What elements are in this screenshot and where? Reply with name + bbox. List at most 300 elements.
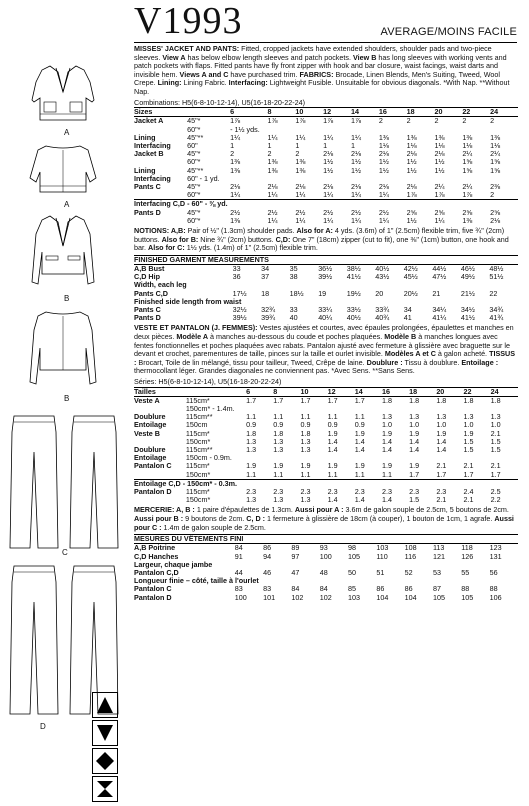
jacket-b-back-drawing — [28, 308, 98, 392]
desc-fr-text: Vestes ajustées et courtes, avec épaules prolongées, épaulettes et manches en deux pièces. — [134, 323, 514, 341]
table-cell: 18½ — [289, 288, 304, 298]
fabric-width: 150cm - 0.9m. — [185, 453, 232, 463]
table-cell: 101 — [263, 592, 276, 602]
table-cell: 94 — [263, 551, 272, 561]
table-cell: 39½ — [232, 313, 247, 323]
table-cell: 1.1 — [300, 469, 311, 479]
size-header: 14 — [351, 108, 379, 117]
table-cell: 55 — [461, 568, 470, 577]
description-french — [134, 324, 518, 376]
table-cell: 1⅜ — [295, 165, 306, 175]
table-cell: 52 — [404, 568, 413, 577]
table-cell: 1.9 — [409, 428, 420, 438]
fabric-width: 60"* — [187, 215, 201, 225]
table-cell: 2⅝ — [462, 207, 473, 217]
notions-lead: NOTIONS: A,B: — [134, 226, 186, 235]
table-cell: 40¾ — [375, 313, 390, 323]
table-cell: 102 — [319, 592, 332, 602]
table-cell: 1½ — [434, 157, 445, 167]
table-cell: 1.3 — [300, 436, 311, 446]
fabric-width: 150cm* — [185, 469, 211, 479]
table-cell: 1.9 — [273, 461, 284, 471]
notions-a: Also for A: — [296, 226, 333, 235]
table-cell: 1¼ — [323, 132, 334, 142]
table-cell: 0.9 — [327, 420, 338, 430]
row-label: C,D Hip — [134, 272, 160, 282]
desc-fabrics: FABRICS: — [299, 69, 334, 79]
table-cell: 50 — [348, 568, 357, 577]
table-cell: 0.9 — [273, 420, 284, 430]
fabric-width: 150cm* — [185, 495, 211, 505]
table-cell: 2.3 — [273, 487, 284, 496]
table-cell: 103 — [348, 592, 361, 602]
table-cell: 2⅛ — [351, 149, 361, 159]
table-cell: 2½ — [295, 207, 306, 217]
table-cell: 1⅜ — [230, 215, 241, 225]
table-cell: 21½ — [460, 288, 475, 298]
table-cell: 1.4 — [354, 436, 365, 446]
notions-cd: C,D: — [275, 234, 291, 244]
row-label: Largeur, chaque jambe — [134, 559, 213, 569]
table-cell: 2.1 — [436, 461, 447, 471]
fabric-width: 115cm* — [185, 461, 210, 471]
sizes-label: Sizes — [134, 108, 187, 117]
size-header: 20 — [436, 387, 463, 396]
table-cell: 1⅜ — [406, 132, 417, 142]
table-cell: 40½ — [346, 313, 361, 323]
table-cell: 2⅛ — [295, 181, 306, 191]
table-cell: 1.9 — [300, 461, 311, 471]
jacket-b-front-drawing — [28, 212, 98, 292]
table-cell: 1.3 — [273, 444, 284, 454]
notions-fr-cd: C, D : — [246, 514, 266, 523]
row-label: Width, each leg — [134, 280, 187, 290]
table-cell: 1½ — [351, 165, 361, 175]
table-cell: 126 — [461, 551, 474, 561]
table-cell: 40½ — [375, 263, 390, 273]
table-cell: 98 — [348, 543, 357, 553]
triangle-down-icon — [92, 720, 118, 746]
table-cell: 1.3 — [490, 412, 501, 422]
table-cell: 1.3 — [273, 495, 284, 505]
table-cell: 2¼ — [434, 181, 445, 191]
table-cell: 1.3 — [409, 412, 420, 422]
fabric-width: 60" — [187, 140, 198, 150]
table-cell: 1¼ — [230, 190, 241, 200]
table-cell: 1.4 — [381, 495, 392, 505]
table-cell: 1.8 — [246, 428, 257, 438]
table-cell: 108 — [404, 543, 417, 553]
width-col — [186, 387, 246, 396]
size-header: 16 — [379, 108, 407, 117]
table-cell: 1.7 — [490, 469, 501, 479]
desc-view-a: View A — [162, 52, 186, 62]
table-cell: 1⅛ — [490, 140, 501, 150]
table-cell: 2⅛ — [323, 181, 334, 191]
table-cell: 118 — [461, 543, 473, 553]
row-label: Pantalon D — [134, 487, 172, 496]
row-label: Jacket B — [134, 149, 164, 159]
desc-lining-text: Lining Fabric. — [181, 78, 229, 88]
table-cell: 1.4 — [409, 444, 420, 454]
row-label: Pants D — [134, 207, 161, 217]
table-cell: 87 — [432, 584, 441, 594]
table-cell: 1.1 — [246, 412, 257, 422]
table-cell: 1½ — [351, 157, 361, 167]
table-cell: 34½ — [460, 305, 475, 314]
fabric-width: 45"* — [187, 181, 201, 191]
desc-fr-ma: Modèle A — [176, 332, 209, 341]
table-cell: 1.0 — [490, 420, 501, 430]
row-label: Pants D — [134, 313, 161, 323]
table-cell: 1.4 — [381, 436, 392, 446]
table-cell: 33¼ — [318, 305, 333, 314]
table-cell: 1.7 — [354, 395, 365, 405]
table-cell: 1⅞ — [351, 116, 361, 126]
table-cell: 1.1 — [354, 412, 365, 422]
table-cell: 34 — [261, 263, 270, 273]
fabric-width: 60"* — [187, 190, 201, 200]
pants-d-front-drawing — [6, 562, 62, 718]
notions-french — [134, 506, 518, 532]
hourglass-icon — [92, 776, 118, 802]
table-cell: 1⅜ — [267, 165, 278, 175]
table-cell: 1⅝ — [462, 165, 473, 175]
jacket-a-back-drawing — [28, 142, 98, 198]
fabric-width: 45"** — [187, 165, 204, 175]
table-cell: 0.9 — [300, 420, 311, 430]
table-cell: 100 — [234, 592, 247, 602]
table-cell: 41½ — [346, 272, 361, 282]
table-cell: 1⅛ — [378, 140, 389, 150]
table-cell: 1¼ — [295, 190, 306, 200]
table-cell: 83 — [263, 584, 272, 594]
table-cell: 1.0 — [381, 420, 392, 430]
table-cell: 1.1 — [300, 412, 311, 422]
desc-fr-lead: VESTE ET PANTALON (J. FEMMES): — [134, 323, 258, 333]
table-cell: 2.3 — [354, 487, 365, 496]
table-cell: 131 — [489, 551, 502, 561]
finished-title: FINISHED GARMENT MEASUREMENTS — [134, 255, 518, 264]
table-cell: 1.4 — [327, 436, 338, 446]
table-cell: 1.4 — [436, 436, 447, 446]
fabric-width: 60"* — [187, 124, 201, 134]
table-cell: 34 — [403, 305, 412, 314]
table-cell: 2½ — [267, 207, 278, 217]
table-cell: 0.9 — [354, 420, 365, 430]
table-cell: 1⅞ — [323, 116, 334, 126]
table-cell: 1¼ — [295, 215, 306, 225]
desc-fr-ma-text: à manches au-dessous du coude et poches plaquées. — [208, 332, 385, 341]
entoilage-cd-label: Entoilage C,D - 150cm* - 0.3m. — [134, 479, 518, 488]
table-cell: 1¼ — [351, 190, 361, 200]
table-cell: 1⅞ — [267, 116, 278, 126]
table-cell: 1.5 — [490, 444, 501, 454]
notions-fr-b: Aussi pour B : — [134, 514, 184, 523]
desc-fr-tissus-text: Brocart, Toile de lin mélangé, tissu pour tailleur, Tweed, Crêpe de laine. — [136, 357, 367, 367]
table-cell: 1½ — [434, 165, 445, 175]
table-cell: 2 — [490, 190, 495, 200]
table-cell: 1.1 — [273, 469, 284, 479]
table-cell: 1.7 — [409, 469, 420, 479]
table-cell: 1⅝ — [462, 157, 473, 167]
table-cell: 1.9 — [409, 461, 420, 471]
table-cell: 113 — [432, 543, 445, 553]
table-cell: 1.1 — [273, 412, 284, 422]
table-cell: 2.1 — [463, 495, 474, 505]
table-cell: 93 — [319, 543, 328, 553]
table-cell: 19 — [318, 288, 327, 298]
table-cell: 1.9 — [463, 428, 474, 438]
table-cell: 1¼ — [434, 215, 445, 225]
desc-interfacing: Interfacing: — [228, 78, 268, 88]
pants-c-back-drawing — [66, 412, 122, 552]
table-cell: 2.5 — [490, 487, 501, 496]
pants-c-front-drawing — [6, 412, 62, 552]
table-cell: 2 — [490, 116, 495, 126]
desc-fr-tissus: TISSUS : — [134, 349, 516, 367]
finished-title: MESURES DU VÊTEMENTS FINI — [134, 535, 518, 544]
table-cell: 2⅛ — [323, 149, 334, 159]
notions-fr-a-text: 3.6m de galon souple de 2.5cm, 5 boutons de 2cm. — [343, 505, 509, 515]
size-header: 10 — [300, 387, 327, 396]
table-cell: 110 — [376, 551, 388, 561]
table-cell: 123 — [489, 543, 502, 553]
table-cell: 1½ — [406, 165, 417, 175]
size-header: 16 — [382, 387, 409, 396]
table-cell: 17½ — [232, 288, 247, 298]
desc-fr-mac-text: à galon acheté. — [435, 349, 490, 359]
table-cell: 47 — [291, 568, 300, 577]
table-cell: 40¼ — [318, 313, 333, 323]
table-cell: 2⅝ — [434, 207, 445, 217]
table-cell: - 1½ yds. — [230, 124, 260, 134]
table-cell: 1.8 — [490, 395, 501, 405]
size-header: 24 — [490, 108, 518, 117]
notions-b-text: Nine ¾" (2cm) buttons. — [198, 234, 276, 244]
desc-fr-entoilage-text: thermocollant léger. Grandes diagonales ne conviennent pas. *Avec Sens. **Sans Sens. — [134, 366, 415, 376]
table-cell: 19½ — [346, 288, 361, 298]
view-label: D — [40, 722, 46, 731]
table-cell: 1.4 — [327, 495, 338, 505]
table-cell: 2⅛ — [267, 181, 278, 191]
series-line: Séries: H5(6-8-10-12-14), U5(16-18-20-22-24) — [134, 376, 282, 386]
table-cell: 44 — [234, 568, 243, 577]
table-cell: 2⅛ — [434, 149, 445, 159]
desc-fr-doublure-text: Tissu à doublure. — [402, 357, 462, 367]
fabric-width: 45"* — [187, 149, 201, 159]
table-cell: 1.7 — [300, 395, 311, 405]
pattern-number: V1993 — [134, 0, 243, 42]
table-cell: 104 — [404, 592, 417, 602]
table-cell: 53 — [432, 568, 441, 577]
table-cell: 1.7 — [246, 395, 257, 405]
table-cell: 91 — [234, 551, 243, 561]
notions-fr-cd-text: 1 fermeture à glissière de 18cm (à couper), 1 bouton de 1cm, 1 agrafe. — [265, 514, 495, 523]
table-cell: 106 — [489, 592, 502, 602]
table-cell: 1.4 — [381, 444, 392, 454]
table-cell: 89 — [291, 543, 300, 553]
size-header: 6 — [230, 108, 267, 117]
table-cell: 45½ — [403, 272, 418, 282]
table-cell: 1.5 — [490, 436, 501, 446]
table-cell: 1½ — [406, 157, 417, 167]
row-label: Interfacing — [134, 173, 171, 183]
desc-fr-entoilage: Entoilage : — [461, 357, 499, 367]
desc-interfacing-text: Lightweight Fusible. Unsuitable for obvious diagonals. *With Nap. **Without Nap. — [134, 78, 510, 96]
desc-text: Fitted, cropped jackets have extended shoulders, shoulder pads and two-piece sleeves. — [134, 44, 492, 62]
table-cell: 1⅛ — [434, 140, 445, 150]
table-cell: 2¼ — [462, 149, 473, 159]
side-length-title: Longueur finie – côté, taille à l'ourlet — [134, 576, 259, 586]
table-cell: 1.9 — [246, 461, 257, 471]
table-cell: 33 — [232, 263, 241, 273]
table-cell: 1.1 — [327, 469, 338, 479]
table-row — [134, 594, 518, 602]
table-cell: 1½ — [378, 165, 389, 175]
notions-c-text: 1½ yds. (1.4m) of 1" (2.5cm) flexible trim. — [184, 243, 318, 253]
row-label: Pants C,D — [134, 288, 168, 298]
table-row — [134, 471, 518, 480]
table-cell: 1¼ — [323, 215, 334, 225]
desc-view-b-text: has long sleeves with working vents and patch pockets with flaps. Fitted pants have fly front zipper with hook and bar closure, waist facings, waist darts and invisible hem. — [134, 52, 507, 79]
table-cell: 20½ — [403, 288, 418, 298]
row-label: Lining — [134, 132, 156, 142]
interfacing-cd-label: Interfacing C,D - 60" - ⅜ yd. — [134, 200, 518, 209]
table-cell: 83 — [234, 584, 243, 594]
fabric-width: 115cm* — [185, 487, 210, 496]
table-cell: 41 — [403, 313, 412, 323]
table-cell: 1.9 — [381, 428, 392, 438]
table-cell: 2½ — [323, 207, 334, 217]
table-cell: 20 — [375, 288, 384, 298]
desc-view-a-text: has below elbow length sleeves and patch pockets. — [185, 52, 353, 62]
size-header: 12 — [323, 108, 351, 117]
table-cell: 84 — [234, 543, 243, 553]
table-cell: 34¾ — [489, 305, 504, 314]
table-cell: 1.8 — [300, 428, 311, 438]
table-cell: 105 — [461, 592, 474, 602]
pattern-details — [134, 45, 518, 602]
desc-fr-mb-text: à manches longues avec fentes fonctionnelles et poches plaquées avec rabats. Pantalon ajusté avec fermeture à glissière avec braguette sur le devant et crochet, parementures de taille, pinces sur la taille et ourlet invisible. — [134, 332, 510, 359]
yardage-table-french — [134, 387, 518, 505]
table-cell: 35 — [289, 263, 298, 273]
table-cell: 47½ — [432, 272, 447, 282]
table-cell: 41¾ — [489, 313, 504, 323]
fabric-width: 115cm* — [185, 395, 210, 405]
triangle-up-icon — [92, 692, 118, 718]
table-row — [134, 217, 518, 225]
notions-fr-text: 1 paire d'épaulettes de 1.3cm. — [194, 505, 295, 515]
size-header: 20 — [434, 108, 462, 117]
table-cell: 1.1 — [327, 412, 338, 422]
table-cell: 2 — [406, 116, 411, 126]
table-cell: 1.9 — [354, 461, 365, 471]
desc-lining: Lining: — [157, 78, 182, 88]
table-cell: 1 — [267, 140, 272, 150]
row-label — [134, 217, 187, 225]
row-label: Veste B — [134, 428, 160, 438]
table-cell: 2¼ — [462, 181, 473, 191]
table-cell: 1⅜ — [490, 132, 501, 142]
table-cell: 2⅛ — [490, 215, 501, 225]
table-cell: 2⅜ — [490, 181, 501, 191]
table-cell: 1⅜ — [462, 132, 473, 142]
table-cell: 1⅛ — [462, 140, 473, 150]
table-cell: 1 — [351, 140, 355, 150]
size-header: 6 — [246, 387, 273, 396]
table-cell: 1.7 — [273, 395, 284, 405]
table-cell: 37 — [261, 272, 270, 282]
table-cell: 32¾ — [261, 305, 276, 314]
table-cell: 2⅛ — [378, 149, 389, 159]
desc-view-b: View B — [352, 52, 377, 62]
table-cell: 1.9 — [327, 428, 338, 438]
table-cell: 1½ — [323, 165, 334, 175]
row-label: Lining — [134, 165, 156, 175]
view-label: A — [64, 128, 70, 137]
table-cell: 1⅜ — [434, 132, 445, 142]
size-header: 14 — [355, 387, 382, 396]
table-cell: 1.1 — [381, 469, 392, 479]
table-cell: 104 — [376, 592, 389, 602]
table-cell: 1⅜ — [462, 215, 473, 225]
table-cell: 48½ — [489, 263, 504, 273]
table-cell: 2⅛ — [406, 181, 417, 191]
desc-fabrics-text: Brocade, Linen Blends, Men's Suiting, Tweed, Wool Crepe. — [134, 69, 501, 88]
difficulty-label: AVERAGE/MOINS FACILE — [380, 26, 517, 38]
table-cell: 1½ — [323, 157, 334, 167]
table-row — [134, 273, 518, 281]
notions-cd-text: One 7" (18cm) zipper (cut to fit), one ⅜" (1cm) button, one hook and bar. — [134, 234, 509, 253]
jacket-a-front-drawing — [28, 62, 98, 126]
table-cell: 2.3 — [381, 487, 392, 496]
table-cell: 1.0 — [409, 420, 420, 430]
notions-text: Pair of ½" (1.3cm) shoulder pads. — [185, 226, 297, 235]
table-cell: 1⅜ — [230, 157, 241, 167]
table-cell: 1.8 — [409, 395, 420, 405]
table-cell: 38½ — [346, 263, 361, 273]
fabric-width: 115cm* — [185, 428, 210, 438]
table-cell: 1¼ — [295, 132, 306, 142]
table-cell: 105 — [432, 592, 445, 602]
table-cell: 21 — [432, 288, 441, 298]
table-cell: 1.7 — [436, 469, 447, 479]
table-cell: 1 — [230, 140, 235, 150]
fabric-width: 45"* — [187, 207, 201, 217]
table-cell: 1¼ — [378, 190, 389, 200]
table-cell: 2½ — [378, 207, 389, 217]
table-cell: 2¼ — [490, 149, 501, 159]
table-cell: 2⅛ — [378, 181, 389, 191]
notions-fr-b-text: 9 boutons de 2cm. — [183, 514, 247, 523]
table-cell: 1 — [295, 140, 300, 150]
table-cell: 51 — [376, 568, 385, 577]
size-header: 8 — [268, 108, 296, 117]
row-label: Entoilage — [134, 420, 167, 430]
table-cell: 34¼ — [432, 305, 447, 314]
table-cell: 18 — [261, 288, 270, 298]
table-cell: 2 — [434, 116, 439, 126]
notions-fr-a: Aussi pour A : — [294, 505, 344, 515]
size-header: 22 — [463, 387, 490, 396]
table-cell: 86 — [376, 584, 385, 594]
table-cell: 1⅛ — [406, 140, 417, 150]
desc-views-ac: Views A and C — [179, 69, 229, 79]
table-cell: 44½ — [432, 263, 447, 273]
table-cell: 2½ — [230, 207, 241, 217]
yardage-table-english — [134, 107, 518, 225]
